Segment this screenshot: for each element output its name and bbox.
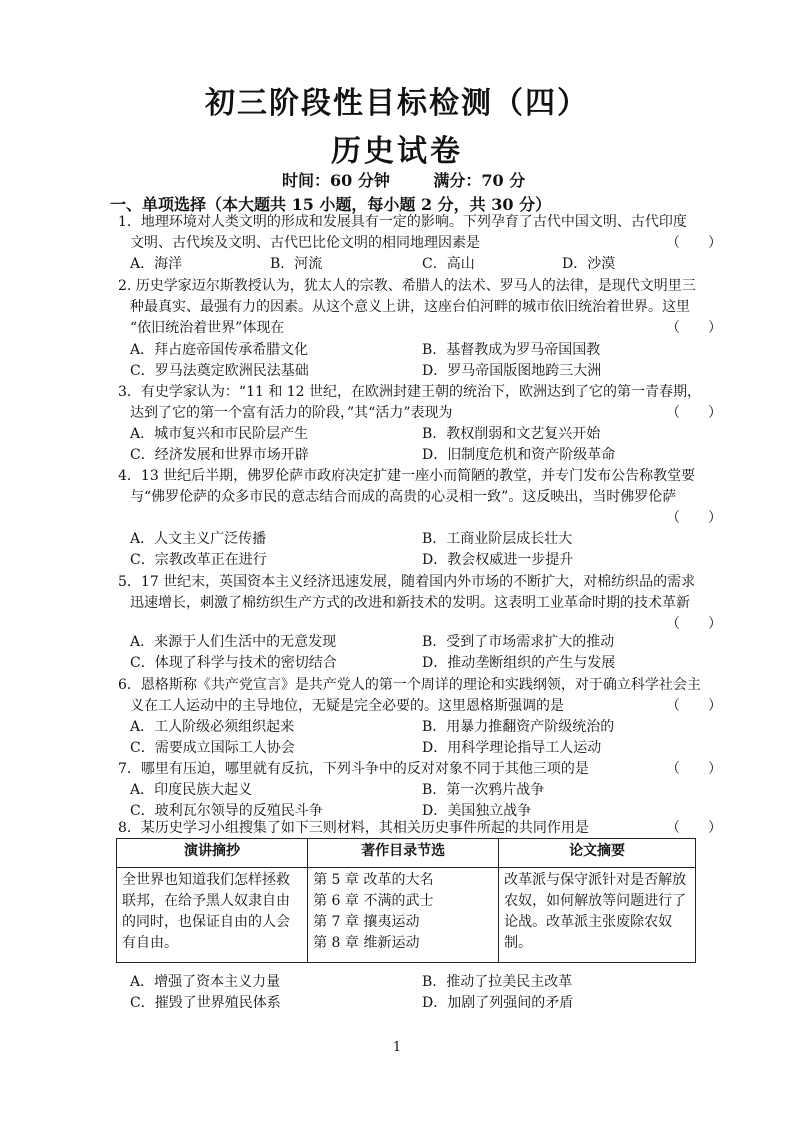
material-table	[116, 838, 696, 963]
question-stem-line: “依旧统治着世界”体现在	[130, 320, 285, 336]
question-stem-line: 义在工人运动中的主导地位，无疑是完全必要的。这里恩格斯强调的是	[130, 698, 564, 714]
toc-row	[313, 912, 493, 933]
paper-abstract: 改革派与保守派针对是否解放农奴，如何解放等问题进行了论战。改革派主张废除农奴制。	[499, 868, 696, 963]
question-6	[118, 675, 722, 717]
toc-chapter: 第 7 章	[313, 914, 359, 930]
question-stem-line: 3．有史学家认为：“11 和 12 世纪，在欧洲封建王朝的统治下，欧洲达到了它的第一青春期，	[118, 384, 702, 400]
toc-name: 维新运动	[363, 935, 420, 951]
toc-chapter: 第 5 章	[313, 872, 359, 888]
toc-name: 不满的武士	[363, 893, 434, 909]
question-8	[118, 818, 722, 839]
question-stem-line: 7．哪里有压迫，哪里就有反抗，下列斗争中的反对对象不同于其他三项的是	[118, 761, 589, 777]
question-stem-line: 1．地理环境对人类文明的形成和发展具有一定的影响。下列孕育了古代中国文明、古代印度	[118, 214, 687, 230]
table-header: 演讲摘抄	[117, 839, 308, 868]
option-d: D．用科学理论指导工人运动	[422, 740, 602, 756]
option-d: D．罗马帝国版图地跨三大洲	[422, 363, 602, 379]
table-header: 论文摘要	[499, 839, 696, 868]
option-b: B．工商业阶层成长壮大	[422, 531, 573, 547]
option-a: A．城市复兴和市民阶层产生	[130, 426, 309, 442]
answer-paren: （ ）	[666, 510, 722, 526]
option-a: A．来源于人们生活中的无意发现	[130, 634, 337, 650]
toc-chapter: 第 8 章	[313, 935, 359, 951]
toc-row	[313, 891, 493, 912]
answer-paren: （ ）	[666, 761, 722, 777]
option-c: C．体现了科学与技术的密切结合	[130, 655, 337, 671]
option-b: B．受到了市场需求扩大的推动	[422, 634, 615, 650]
question-5	[118, 572, 722, 632]
option-c: C．宗教改革正在进行	[130, 552, 267, 568]
option-a: A．增强了资本主义力量	[130, 974, 281, 990]
option-b: B．基督教成为罗马帝国国教	[422, 342, 601, 358]
question-4	[118, 466, 722, 526]
toc-row	[313, 870, 493, 891]
option-c: C．需要成立国际工人协会	[130, 740, 295, 756]
option-d: D．加剧了列强间的矛盾	[422, 995, 574, 1011]
speech-excerpt: 全世界也知道我们怎样拯救联邦，在给予黑人奴隶自由的同时，也保证自由的人会有自由。	[117, 868, 308, 963]
answer-paren: （ ）	[666, 320, 722, 336]
option-b: B．用暴力推翻资产阶级统治的	[422, 719, 615, 735]
option-b: B．推动了拉美民主改革	[422, 974, 573, 990]
option-a: A．拜占庭帝国传承希腊文化	[130, 342, 309, 358]
option-b: B．第一次鸦片战争	[422, 782, 545, 798]
toc-chapter: 第 6 章	[313, 893, 359, 909]
option-d: D．美国独立战争	[422, 803, 532, 819]
option-c: C．经济发展和世界市场开辟	[130, 447, 309, 463]
option-b: B．河流	[270, 256, 323, 272]
answer-paren: （ ）	[666, 616, 722, 632]
question-stem-line: 5．17 世纪末，英国资本主义经济迅速发展，随着国内外市场的不断扩大，对棉纺织品的需求	[118, 574, 696, 590]
question-1	[118, 212, 722, 254]
answer-paren: （ ）	[666, 405, 722, 421]
answer-paren: （ ）	[666, 235, 722, 251]
toc-name: 改革的大名	[363, 872, 434, 888]
toc-row	[313, 933, 493, 954]
option-a: A．人文主义广泛传播	[130, 531, 267, 547]
exam-subject: 历史试卷	[331, 134, 463, 169]
question-stem-line: 与“佛罗伦萨的众多市民的意志结合而成的高贵的心灵相一致”。这反映出，当时佛罗伦萨	[130, 489, 677, 505]
question-stem-line: 6．恩格斯称《共产党宣言》是共产党人的第一个周详的理论和实践纲领，对于确立科学社会主	[118, 677, 701, 693]
exam-meta	[282, 168, 563, 191]
toc-name: 攘夷运动	[363, 914, 420, 930]
table-header-row	[117, 839, 696, 868]
answer-paren: （ ）	[666, 698, 722, 714]
section-title: 一、单项选择（本大题共 15 小题，每小题 2 分，共 30 分）	[110, 195, 552, 214]
question-stem-line: 文明、古代埃及文明、古代巴比伦文明的相同地理因素是	[130, 235, 480, 251]
question-stem-line: 2. 历史学家迈尔斯教授认为，犹太人的宗教、希腊人的法术、罗马人的法律，是现代文明里三	[118, 278, 696, 294]
table-row	[117, 868, 696, 963]
question-stem-line: 迅速增长，刺激了棉纺织生产方式的改进和新技术的发明。这表明工业革命时期的技术革新	[130, 595, 690, 611]
exam-time: 时间：60 分钟	[282, 171, 390, 190]
exam-title: 初三阶段性目标检测（四）	[205, 86, 589, 121]
option-c: C．摧毁了世界殖民体系	[130, 995, 281, 1011]
option-c: C．玻利瓦尔领导的反殖民斗争	[130, 803, 323, 819]
option-d: D．旧制度危机和资产阶级革命	[422, 447, 616, 463]
option-a: A．工人阶级必须组织起来	[130, 719, 295, 735]
option-a: A．印度民族大起义	[130, 782, 253, 798]
question-3	[118, 382, 722, 424]
toc-excerpt	[308, 868, 499, 963]
answer-paren: （ ）	[666, 820, 722, 836]
exam-score: 满分：70 分	[433, 171, 526, 190]
option-d: D．沙漠	[562, 256, 616, 272]
question-2	[118, 276, 722, 339]
option-b: B．教权削弱和文艺复兴开始	[422, 426, 601, 442]
table-header: 著作目录节选	[308, 839, 499, 868]
question-stem-line: 达到了它的第一个富有活力的阶段，”其“活力”表现为	[130, 405, 453, 421]
question-7	[118, 759, 722, 780]
question-stem-line: 8．某历史学习小组搜集了如下三则材料，其相关历史事件所起的共同作用是	[118, 820, 589, 836]
option-d: D．教会权威进一步提升	[422, 552, 574, 568]
option-c: C．高山	[422, 256, 475, 272]
page-number: 1	[392, 1040, 402, 1055]
option-c: C．罗马法奠定欧洲民法基础	[130, 363, 309, 379]
option-d: D．推动垄断组织的产生与发展	[422, 655, 616, 671]
question-stem-line: 种最真实、最强有力的因素。从这个意义上讲，这座台伯河畔的城市依旧统治着世界。这里	[130, 299, 690, 315]
option-a: A．海洋	[130, 256, 183, 272]
question-stem-line: 4．13 世纪后半期，佛罗伦萨市政府决定扩建一座小而简陋的教堂，并专门发布公告称教堂要	[118, 468, 696, 484]
